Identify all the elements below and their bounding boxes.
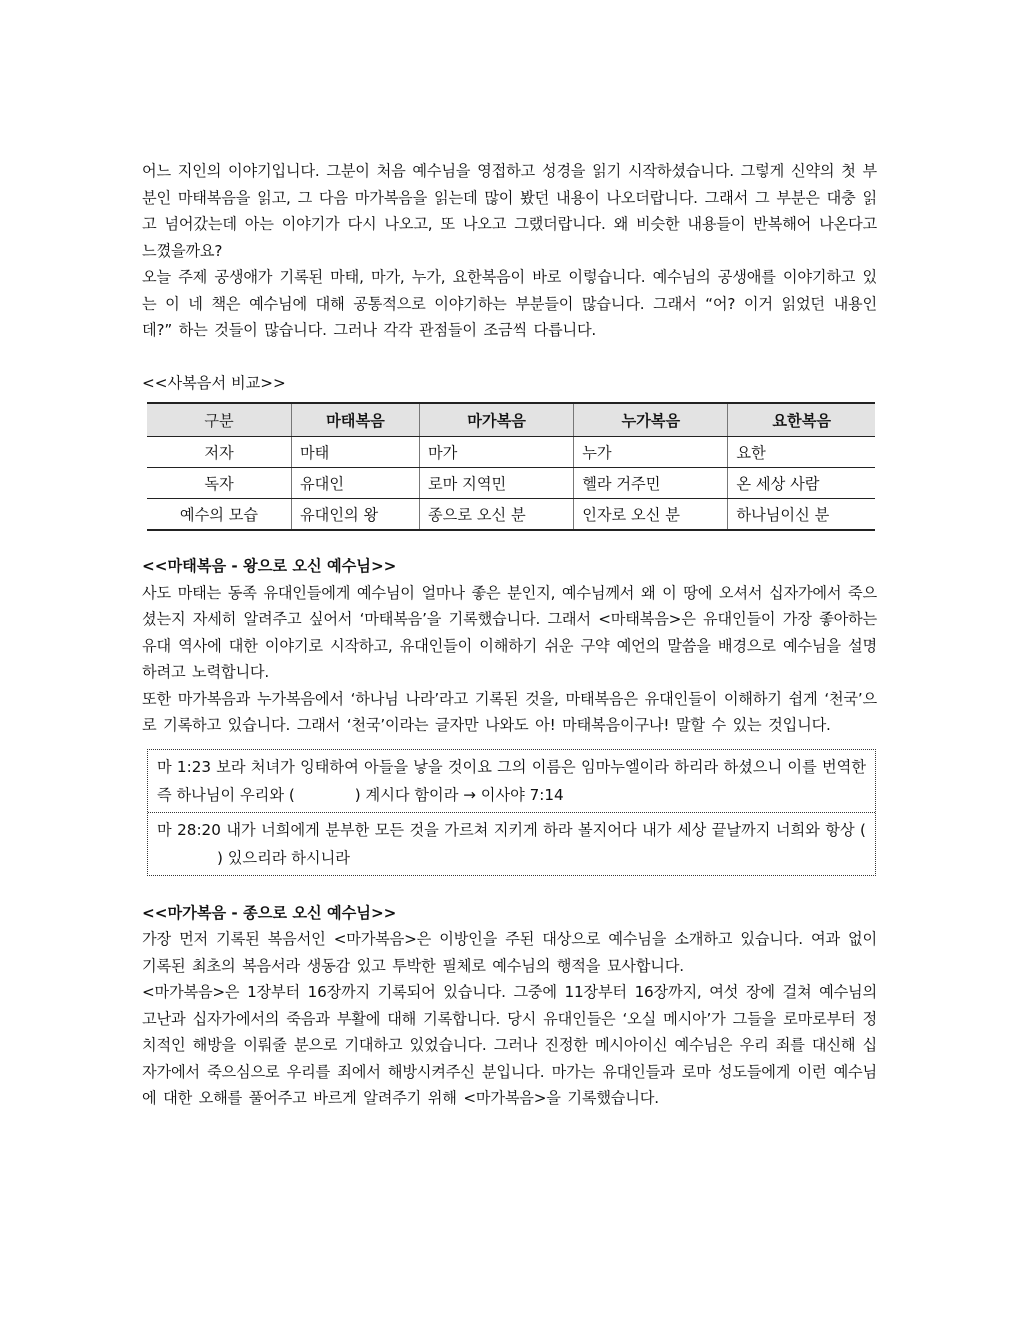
verse-text: 마 1:23 보라 처녀가 잉태하여 아들을 낳을 것이요 그의 이름은 임마누엘이라 하리라 하셨으니 이를 번역한즉 하나님이 우리와 (	[157, 757, 866, 804]
table-header: 누가복음	[574, 403, 728, 437]
table-cell: 요한	[728, 437, 875, 468]
table-cell: 유대인	[292, 468, 420, 499]
table-cell: 온 세상 사람	[728, 468, 875, 499]
table-row	[147, 499, 875, 531]
matthew-paragraph-2: 또한 마가복음과 누가복음에서 ‘하나님 나라’라고 기록된 것을, 마태복음은 유대인들이 이해하기 쉽게 ‘천국’으로 기록하고 있습니다. 그래서 ‘천국’이라는 글자만 나와도 아! 마태복음이구나! 말할 수 있는 것입니다.	[142, 689, 877, 734]
document-page	[142, 158, 877, 1112]
table-cell: 마가	[419, 437, 573, 468]
table-cell: 하나님이신 분	[728, 499, 875, 531]
intro-paragraph-1: 어느 지인의 이야기입니다. 그분이 처음 예수님을 영접하고 성경을 읽기 시작하셨습니다. 그렇게 신약의 첫 부분인 마태복음을 읽고, 그 다음 마가복음을 읽는데 많이 봤던 내용이 나오더랍니다. 그래서 그 부분은 대충 읽고 넘어갔는데 아는 이야기가 다시 나오고, 또 나오고 그랬더랍니다. 왜 비슷한 내용들이 반복해어 나온다고 느꼈을까요?	[142, 162, 877, 260]
gospel-comparison-table	[147, 402, 875, 531]
table-header: 마가복음	[419, 403, 573, 437]
table-cell: 누가	[574, 437, 728, 468]
table-cell: 독자	[147, 468, 292, 499]
verse-item	[148, 812, 875, 875]
verse-text: ) 있으리라 하시니라	[217, 848, 350, 867]
table-header-row	[147, 403, 875, 437]
intro-paragraph-2: 오늘 주제 공생애가 기록된 마태, 마가, 누가, 요한복음이 바로 이렇습니다. 예수님의 공생애를 이야기하고 있는 이 네 책은 예수님에 대해 공통적으로 이야기하는 부분들이 많습니다. 그래서 “어? 이거 읽었던 내용인데?” 하는 것들이 많습니다. 그러나 각각 관점들이 조금씩 다릅니다.	[142, 268, 877, 339]
table-cell: 마태	[292, 437, 420, 468]
table-header: 요한복음	[728, 403, 875, 437]
table-cell: 인자로 오신 분	[574, 499, 728, 531]
table-cell: 헬라 거주민	[574, 468, 728, 499]
table-row	[147, 437, 875, 468]
comparison-title: <<사복음서 비교>>	[142, 373, 286, 392]
table-cell: 유대인의 왕	[292, 499, 420, 531]
matthew-paragraph-1: 사도 마태는 동족 유대인들에게 예수님이 얼마나 좋은 분인지, 예수님께서 왜 이 땅에 오셔서 십자가에서 죽으셨는지 자세히 알려주고 싶어서 ‘마태복음’을 기록했습니다. 그래서 <마태복음>은 유대인들이 가장 좋아하는 유대 역사에 대한 이야기로 시작하고, 유대인들이 이해하기 쉬운 구약 예언의 말씀을 배경으로 예수님을 설명하려고 노력합니다.	[142, 583, 877, 681]
table-cell: 로마 지역민	[419, 468, 573, 499]
matthew-section-title: <<마태복음 - 왕으로 오신 예수님>>	[142, 557, 397, 575]
table-cell: 종으로 오신 분	[419, 499, 573, 531]
verse-item	[148, 750, 875, 812]
table-cell: 저자	[147, 437, 292, 468]
verse-fill-in-box	[147, 749, 876, 876]
mark-section-title: <<마가복음 - 종으로 오신 예수님>>	[142, 903, 397, 922]
table-row	[147, 468, 875, 499]
table-cell: 예수의 모습	[147, 499, 292, 531]
mark-paragraph-1: 가장 먼저 기록된 복음서인 <마가복음>은 이방인을 주된 대상으로 예수님을 소개하고 있습니다. 여과 없이 기록된 최초의 복음서라 생동감 있고 투박한 필체로 예수님의 행적을 묘사합니다.	[142, 930, 877, 975]
verse-text: 마 28:20 내가 너희에게 분부한 모든 것을 가르쳐 지키게 하라 볼지어다 내가 세상 끝날까지 너희와 항상 (	[157, 820, 866, 839]
table-header: 구분	[147, 403, 292, 437]
mark-paragraph-2: <마가복음>은 1장부터 16장까지 기록되어 있습니다. 그중에 11장부터 16장까지, 여섯 장에 걸쳐 예수님의 고난과 십자가에서의 죽음과 부활에 대해 기록합니다. 당시 유대인들은 ‘오실 메시아’가 그들을 로마로부터 정치적인 해방을 이뤄줄 분으로 기대하고 있었습니다. 그러나 진정한 메시아이신 예수님은 우리 죄를 대신해 십자가에서 죽으심으로 우리를 죄에서 해방시켜주신 분입니다. 마가는 유대인들과 로마 성도들에게 이런 예수님에 대한 오해를 풀어주고 바르게 알려주기 위해 <마가복음>을 기록했습니다.	[142, 983, 877, 1107]
table-header: 마태복음	[292, 403, 420, 437]
verse-text: ) 계시다 함이라 → 이사야 7:14	[354, 785, 564, 804]
